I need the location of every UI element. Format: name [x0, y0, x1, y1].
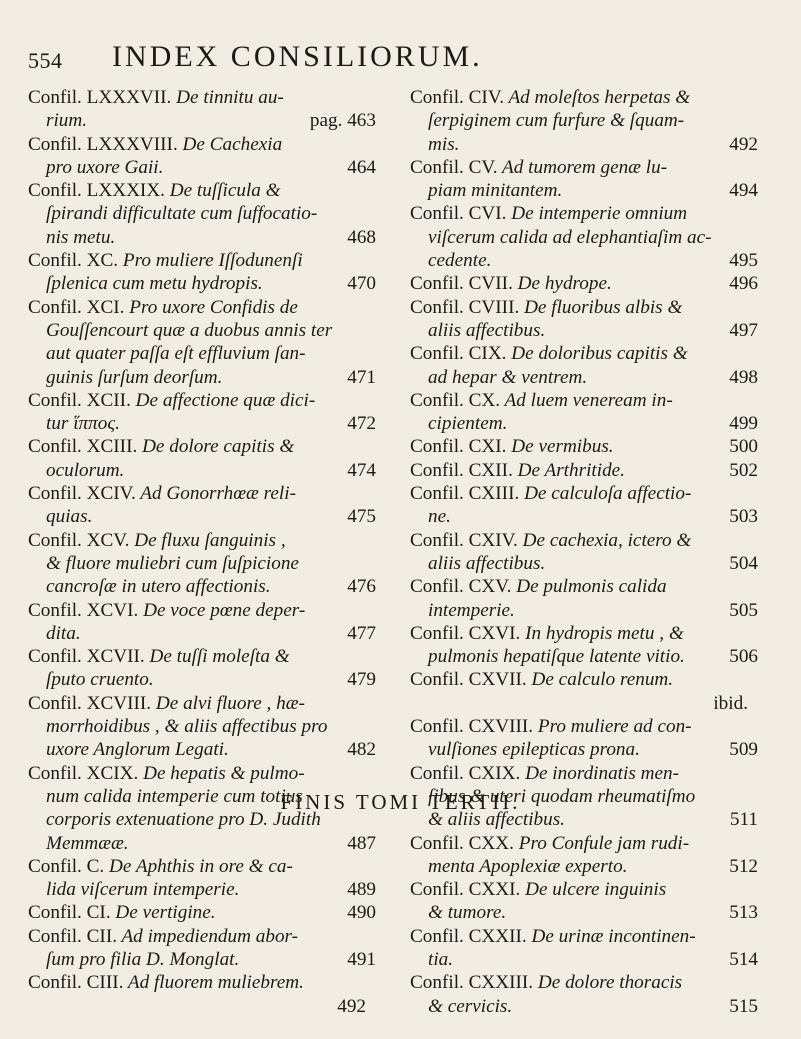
- entry-line: [28, 389, 376, 412]
- entry-line: [410, 505, 758, 528]
- entry-page-ref: 468: [347, 226, 376, 248]
- index-entry: [28, 855, 376, 902]
- entry-page-ref: 470: [347, 273, 376, 295]
- right-column: [410, 86, 758, 1018]
- entry-line: [28, 878, 376, 901]
- entry-title: De Arthritide.: [512, 459, 625, 481]
- entry-label: Confil. LXXXVII.: [28, 87, 172, 108]
- entry-line: [410, 319, 758, 342]
- index-entry: [28, 86, 376, 133]
- entry-line: [410, 366, 758, 389]
- entry-line: [410, 645, 758, 668]
- entry-line: [410, 156, 758, 179]
- entry-title: De voce pœne deper-: [138, 599, 306, 621]
- entry-line: [410, 552, 758, 575]
- entry-line: [28, 552, 376, 575]
- entry-title: Ad luem veneream in-: [500, 389, 673, 411]
- entry-title: morrhoidibus , & aliis affectibus pro: [46, 716, 328, 738]
- entry-title: De hydrope.: [512, 273, 612, 295]
- entry-page-ref: 514: [729, 948, 758, 970]
- entry-line: [28, 925, 376, 948]
- entry-page-ref: 494: [729, 180, 758, 202]
- entry-title: piam minitantem.: [428, 180, 563, 202]
- entry-title: Ad fluorem muliebrem.: [123, 972, 304, 994]
- entry-title: cedente.: [428, 250, 492, 272]
- entry-label: Confil. XCVIII.: [28, 692, 152, 714]
- entry-title: aut quater paſſa eſt effluvium ſan-: [46, 343, 306, 365]
- page-header: [0, 38, 801, 78]
- entry-label: Confil. LXXXVIII.: [28, 133, 178, 155]
- entry-page-ref: 477: [347, 622, 376, 644]
- entry-line: [410, 342, 758, 365]
- index-entry: [410, 971, 758, 1018]
- entry-line: [410, 715, 758, 738]
- entry-label: Confil. CIX.: [410, 343, 507, 365]
- entry-line: [410, 272, 758, 295]
- entry-line: [28, 855, 376, 878]
- entry-line: [28, 715, 376, 738]
- entry-title: tur ἵππος.: [46, 413, 120, 435]
- entry-line: [410, 668, 758, 691]
- entry-label: Confil. CVIII.: [410, 296, 520, 318]
- index-entry: [410, 435, 758, 458]
- entry-line: [28, 832, 376, 855]
- entry-title: Pro muliere Iſſodunenſi: [118, 250, 303, 272]
- entry-page-ref: 476: [347, 576, 376, 598]
- entry-label: Confil. CIII.: [28, 972, 124, 994]
- index-entry: [28, 482, 376, 529]
- index-entry: [410, 389, 758, 436]
- entry-title: Gouſſencourt quæ a duobus annis ter: [46, 319, 333, 341]
- entry-title: De ulcere inguinis: [520, 879, 667, 901]
- entry-label: Confil. CXX.: [410, 832, 514, 854]
- index-entry: [410, 832, 758, 879]
- entry-page-ref: 495: [729, 250, 758, 272]
- index-entry: [28, 645, 376, 692]
- entry-label: Confil. CXIX.: [410, 762, 521, 784]
- index-entry: [28, 389, 376, 436]
- entry-label: Confil. CXVI.: [410, 622, 521, 644]
- entry-title: ad hepar & ventrem.: [428, 366, 588, 388]
- entry-page-ref: 472: [347, 413, 376, 435]
- entry-page-ref: 482: [347, 739, 376, 761]
- entry-title: De pulmonis calida: [511, 576, 667, 598]
- entry-title: rium.: [46, 110, 88, 132]
- entry-line: [410, 925, 758, 948]
- index-entry: [28, 179, 376, 249]
- entry-title: nis metu.: [46, 226, 116, 248]
- entry-line: [28, 86, 376, 109]
- entry-label: Confil. CXXII.: [410, 925, 527, 947]
- entry-title: & fluore muliebri cum ſuſpicione: [46, 552, 299, 574]
- index-entry: [410, 202, 758, 272]
- entry-title: De vertigine.: [110, 902, 216, 924]
- entry-line: [28, 668, 376, 691]
- entry-line: [28, 272, 376, 295]
- entry-label: Confil. CXIII.: [410, 483, 520, 505]
- entry-label: Confil. CI.: [28, 902, 111, 924]
- entry-line: [410, 249, 758, 272]
- entry-page-ref: 474: [347, 459, 376, 481]
- entry-line: [410, 971, 758, 994]
- entry-page-ref: ibid.: [713, 692, 748, 714]
- entry-line: [28, 249, 376, 272]
- entry-title: De vermibus.: [506, 436, 614, 458]
- entry-title: De tuſſi moleſta &: [144, 646, 290, 668]
- index-entry: [28, 249, 376, 296]
- entry-line: [28, 226, 376, 249]
- entry-title: ſerpiginem cum furfure & ſquam-: [428, 110, 685, 132]
- index-entry: [410, 622, 758, 669]
- entry-line: [28, 482, 376, 505]
- entry-line: [28, 156, 376, 179]
- entry-title: De inordinatis men-: [520, 762, 679, 784]
- entry-title: guinis ſurſum deorſum.: [46, 366, 223, 388]
- entry-page-ref: pag. 463: [309, 110, 376, 132]
- entry-line: [410, 109, 758, 132]
- entry-page-ref: 506: [729, 646, 758, 668]
- entry-line: [28, 133, 376, 156]
- entry-label: Confil. CXIV.: [410, 529, 518, 551]
- entry-label: Confil. XCI.: [28, 296, 125, 318]
- entry-title: dita.: [46, 622, 81, 644]
- entry-page-ref: 502: [729, 459, 758, 481]
- index-entry: [28, 971, 376, 1018]
- entry-title: mis.: [428, 133, 460, 155]
- entry-line: [28, 179, 376, 202]
- index-entry: [410, 529, 758, 576]
- entry-label: Confil. CVI.: [410, 203, 507, 225]
- entry-line: [28, 342, 376, 365]
- entry-label: Confil. XCII.: [28, 389, 131, 411]
- entry-label: Confil. CV.: [410, 156, 498, 178]
- entry-title: & aliis affectibus.: [428, 809, 565, 831]
- entry-page-ref: 511: [729, 809, 758, 831]
- entry-title: Ad moleſtos herpetas &: [504, 87, 691, 108]
- index-entry: [410, 482, 758, 529]
- entry-title: De tuſſicula &: [164, 180, 281, 202]
- entry-line: [28, 366, 376, 389]
- entry-label: Confil. CVII.: [410, 273, 513, 295]
- entry-title: De alvi fluore , hæ-: [151, 692, 305, 714]
- index-entry: [410, 878, 758, 925]
- entry-label: Confil. XCIV.: [28, 483, 136, 505]
- index-entry: [28, 692, 376, 762]
- entry-page-ref: 492: [729, 133, 758, 155]
- index-entry: [410, 342, 758, 389]
- entry-title: corporis extenuatione pro D. Judith: [46, 809, 321, 831]
- entry-title: ſpirandi difficultate cum ſuffocatio-: [46, 203, 318, 225]
- entry-title: De cachexia, ictero &: [517, 529, 692, 551]
- index-entry: [28, 435, 376, 482]
- entry-title: ſum pro filia D. Monglat.: [46, 948, 240, 970]
- entry-line: [410, 529, 758, 552]
- entry-title: Ad tumorem genæ lu-: [497, 156, 668, 178]
- entry-line: [410, 575, 758, 598]
- entry-label: Confil. XCIX.: [28, 762, 139, 784]
- entry-page-ref: 509: [729, 739, 758, 761]
- entry-line: [28, 412, 376, 435]
- entry-title: De affectione quæ dici-: [130, 389, 316, 411]
- entry-line: [28, 435, 376, 458]
- entry-title: De calculo renum.: [526, 669, 674, 691]
- entry-label: Confil. LXXXIX.: [28, 180, 165, 202]
- entry-title: In hydropis metu , &: [520, 622, 684, 644]
- entry-page-ref: 496: [729, 273, 758, 295]
- entry-title: Pro muliere ad con-: [533, 716, 692, 738]
- entry-label: Confil. CXII.: [410, 459, 513, 481]
- index-entry: [410, 715, 758, 762]
- entry-title: cancroſæ in utero affectionis.: [46, 576, 271, 598]
- entry-title: Ad Gonorrhœæ reli-: [135, 483, 296, 505]
- entry-line: [410, 995, 758, 1018]
- entry-line: [28, 948, 376, 971]
- entry-title: De fluoribus albis &: [519, 296, 683, 318]
- entry-line: [28, 529, 376, 552]
- index-entry: [410, 296, 758, 343]
- entry-title: aliis affectibus.: [428, 552, 546, 574]
- entry-line: [410, 412, 758, 435]
- entry-line: [28, 505, 376, 528]
- entry-title: De calculoſa affectio-: [519, 483, 692, 505]
- index-entry: [410, 925, 758, 972]
- entry-line: [410, 296, 758, 319]
- entry-title: Pro uxore Confidis de: [124, 296, 298, 318]
- entry-line: [410, 133, 758, 156]
- entry-title: De Cachexia: [177, 133, 283, 155]
- entry-page-ref: 471: [347, 366, 376, 388]
- entry-line: [410, 435, 758, 458]
- index-entry: [410, 459, 758, 482]
- entry-line: [28, 319, 376, 342]
- entry-label: Confil. CXV.: [410, 576, 512, 598]
- entry-page-ref: 498: [729, 366, 758, 388]
- entry-page-ref: 491: [347, 948, 376, 970]
- entry-page-ref: 504: [729, 552, 758, 574]
- entry-label: Confil. XCVII.: [28, 646, 145, 668]
- index-entry: [410, 86, 758, 156]
- index-entry: [28, 296, 376, 389]
- entry-label: Confil. CXVII.: [410, 669, 527, 691]
- entry-page-ref: 505: [729, 599, 758, 621]
- entry-title: intemperie.: [428, 599, 515, 621]
- entry-line: [410, 901, 758, 924]
- entry-line: [410, 226, 758, 249]
- entry-line: [28, 109, 376, 132]
- entry-title: De urinæ incontinen-: [526, 925, 696, 947]
- running-title: INDEX CONSILIORUM.: [112, 40, 483, 73]
- entry-label: Confil. CXVIII.: [410, 716, 534, 738]
- entry-line: [28, 901, 376, 924]
- entry-title: De tinnitu au-: [171, 87, 284, 108]
- entry-title: quias.: [46, 506, 93, 528]
- entry-page-ref: 475: [347, 506, 376, 528]
- page-number: 554: [28, 48, 63, 73]
- entry-line: [410, 179, 758, 202]
- entry-label: Confil. XCV.: [28, 529, 130, 551]
- entry-line: [28, 645, 376, 668]
- entry-line: [28, 599, 376, 622]
- entry-line: [28, 296, 376, 319]
- entry-title: De doloribus capitis &: [506, 343, 688, 365]
- entry-page-ref: 515: [729, 995, 758, 1017]
- index-entry: [28, 529, 376, 599]
- entry-line: [410, 762, 758, 785]
- entry-title: tia.: [428, 948, 454, 970]
- entry-page-ref: 490: [347, 902, 376, 924]
- entry-title: pro uxore Gaii.: [46, 156, 164, 178]
- entry-page-ref: 503: [729, 506, 758, 528]
- entry-title: & cervicis.: [428, 995, 513, 1017]
- entry-title: Ad impediendum abor-: [117, 925, 299, 947]
- entry-page-ref: 499: [729, 413, 758, 435]
- entry-title: viſcerum calida ad elephantiaſim ac-: [428, 226, 712, 248]
- entry-title: De Aphthis in ore & ca-: [104, 855, 293, 877]
- entry-line: [28, 622, 376, 645]
- entry-label: Confil. CIV.: [410, 87, 504, 108]
- entry-title: De dolore thoracis: [533, 972, 683, 994]
- entry-label: Confil. XCIII.: [28, 436, 138, 458]
- entry-page-ref: 492: [337, 995, 366, 1017]
- entry-page-ref: 489: [347, 879, 376, 901]
- entry-label: Confil. CXI.: [410, 436, 507, 458]
- entry-page-ref: 512: [729, 855, 758, 877]
- index-entry: [28, 133, 376, 180]
- entry-title: vulſiones epilepticas prona.: [428, 739, 640, 761]
- index-entry: [28, 925, 376, 972]
- entry-title: De fluxu ſanguinis ,: [129, 529, 286, 551]
- entry-title: & tumore.: [428, 902, 507, 924]
- entry-title: ne.: [428, 506, 451, 528]
- entry-title: De dolore capitis &: [137, 436, 295, 458]
- entry-title: uxore Anglorum Legati.: [46, 739, 229, 761]
- entry-line: [410, 738, 758, 761]
- left-column: [28, 86, 376, 1018]
- entry-page-ref: 513: [729, 902, 758, 924]
- entry-line: [410, 86, 758, 109]
- entry-line: [410, 202, 758, 225]
- entry-line: [410, 622, 758, 645]
- index-entry: [410, 668, 758, 715]
- entry-line: [410, 832, 758, 855]
- entry-line: [28, 692, 376, 715]
- entry-title: menta Apoplexiæ experto.: [428, 855, 628, 877]
- entry-line: [410, 459, 758, 482]
- entry-line: [410, 389, 758, 412]
- entry-title: lida viſcerum intemperie.: [46, 879, 240, 901]
- entry-title: ſputo cruento.: [46, 669, 154, 691]
- entry-label: Confil. XCVI.: [28, 599, 139, 621]
- entry-line: [28, 738, 376, 761]
- entry-page-ref: 464: [347, 156, 376, 178]
- entry-line: [28, 971, 376, 994]
- index-entry: [410, 156, 758, 203]
- entry-label: Confil. CX.: [410, 389, 501, 411]
- entry-page-ref: 500: [729, 436, 758, 458]
- footer-text: FINIS TOMI TERTII.: [280, 790, 521, 814]
- entry-label: Confil. CXXIII.: [410, 972, 534, 994]
- entry-title: cipientem.: [428, 413, 508, 435]
- entry-label: Confil. CXXI.: [410, 879, 521, 901]
- entry-label: Confil. XC.: [28, 250, 119, 272]
- entry-label: Confil. C.: [28, 855, 105, 877]
- entry-line: [410, 855, 758, 878]
- entry-line: [410, 878, 758, 901]
- index-entry: [410, 272, 758, 295]
- index-entry: [28, 901, 376, 924]
- entry-title: num calida intemperie cum totius: [46, 785, 303, 807]
- entry-page-ref: 479: [347, 669, 376, 691]
- entry-line: [28, 762, 376, 785]
- index-entry: [28, 599, 376, 646]
- entry-page-ref: 497: [729, 319, 758, 341]
- entry-line: [410, 482, 758, 505]
- entry-title: ſibus & uteri quodam rheumatiſmo: [428, 785, 696, 807]
- entry-line: [28, 202, 376, 225]
- entry-title: aliis affectibus.: [428, 319, 546, 341]
- entry-line: [410, 948, 758, 971]
- entry-title: oculorum.: [46, 459, 125, 481]
- entry-line: [28, 575, 376, 598]
- entry-title: De hepatis & pulmo-: [138, 762, 305, 784]
- entry-title: Memmææ.: [46, 832, 129, 854]
- entry-title: pulmonis hepatiſque latente vitio.: [428, 646, 685, 668]
- index-entry: [410, 575, 758, 622]
- entry-label: Confil. CII.: [28, 925, 118, 947]
- entry-title: De intemperie omnium: [506, 203, 688, 225]
- entry-line: [410, 599, 758, 622]
- entry-page-ref: 487: [347, 832, 376, 854]
- entry-line: [28, 459, 376, 482]
- entry-title: ſplenica cum metu hydropis.: [46, 273, 263, 295]
- entry-title: Pro Confule jam rudi-: [513, 832, 690, 854]
